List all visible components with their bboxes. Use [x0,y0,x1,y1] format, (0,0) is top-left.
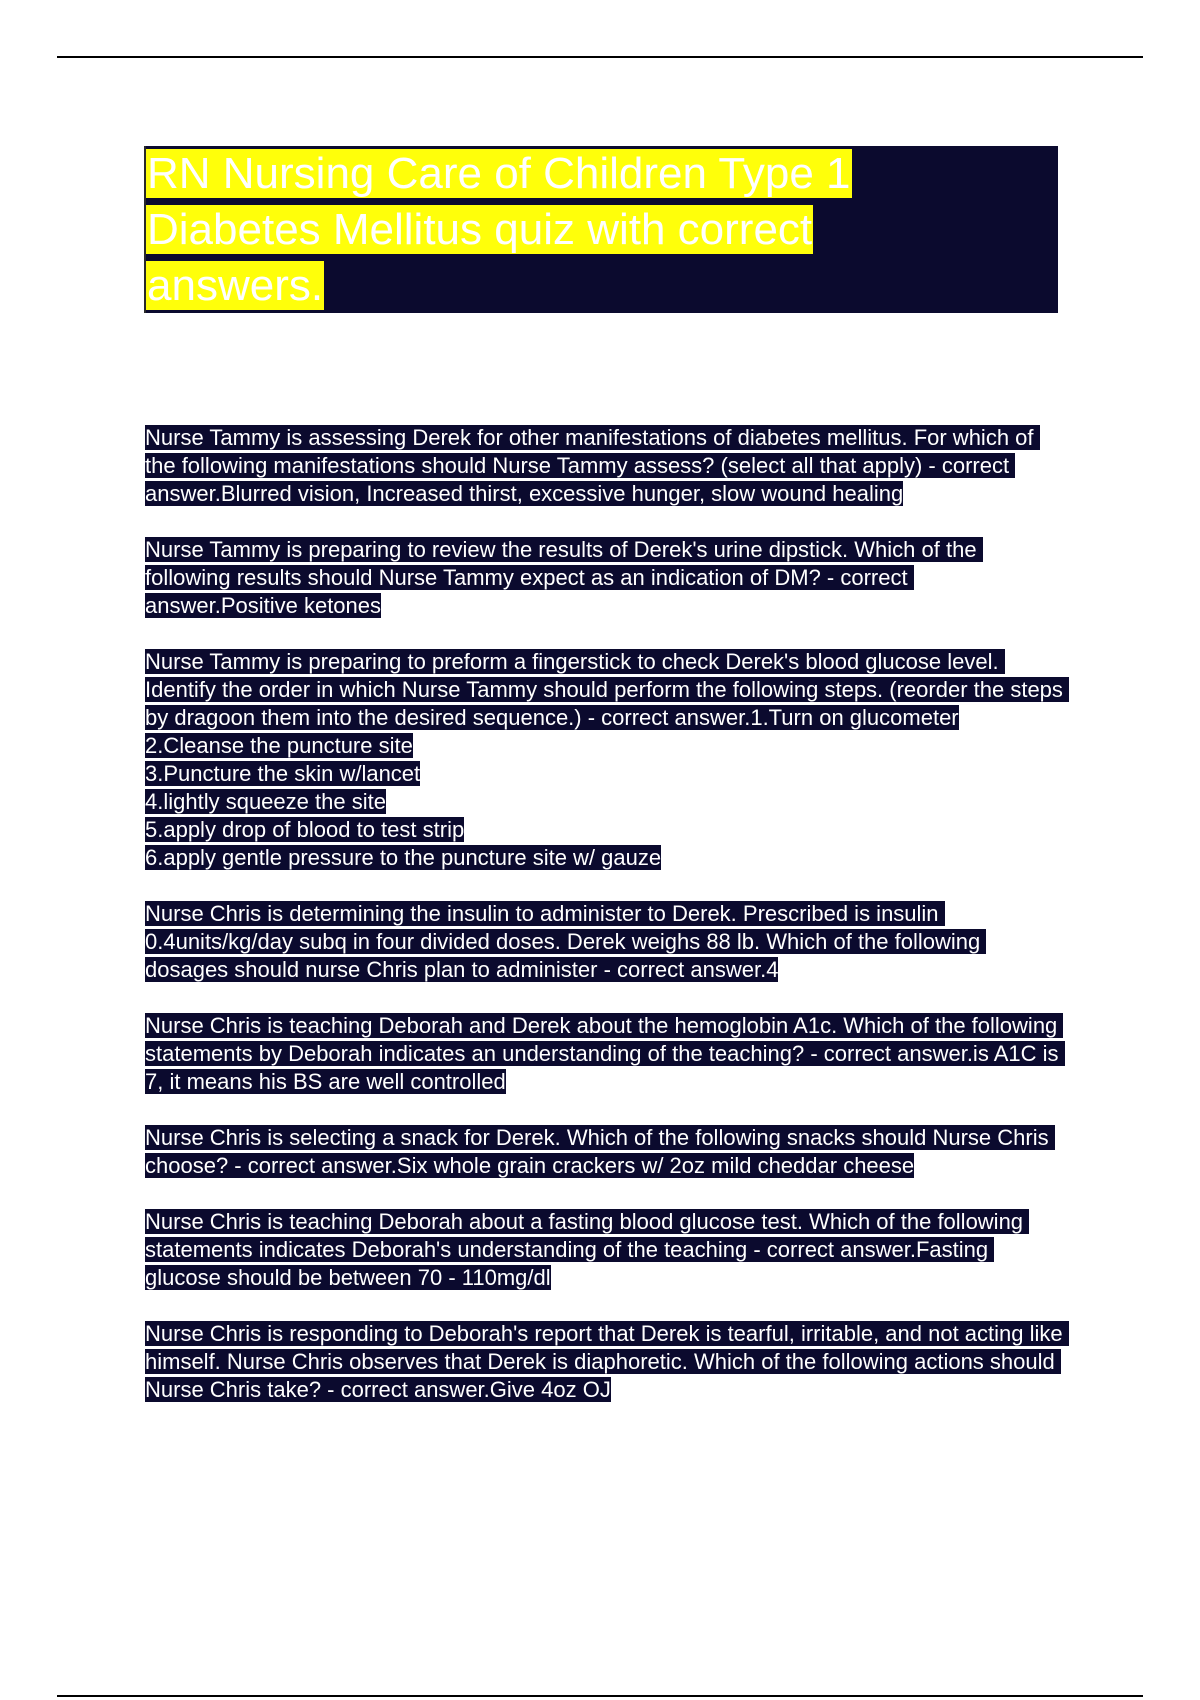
question-list [145,424,1069,1432]
question-item-8: Nurse Chris is responding to Deborah's report that Derek is tearful, irritable, and not acting like himself. Nurse Chris observes that Derek is diaphoretic. Which of the following actions should Nurse Chris take? - correct answer.Give 4oz OJ [145,1321,1069,1402]
question-item-4: Nurse Chris is determining the insulin to administer to Derek. Prescribed is insulin 0.4units/kg/day subq in four divided doses. Derek weighs 88 lb. Which of the following dosages should nurse Chris plan to administer - correct answer.4 [145,901,987,982]
question-item-2: Nurse Tammy is preparing to review the results of Derek's urine dipstick. Which of the following results should Nurse Tammy expect as an indication of DM? - correct answer.Positive ketones [145,537,983,618]
top-rule [57,56,1143,58]
question-item-3: Nurse Tammy is preparing to preform a fingerstick to check Derek's blood glucose level. Identify the order in which Nurse Tammy should perform the following steps. (reorder the steps by dragoon them into the desired sequence.) - correct answer.1.Turn on glucometer 2.Cleanse the puncture site 3.Puncture the skin w/lancet 4.lightly squeeze the site 5.apply drop of blood to test strip 6.apply gentle pressure to the puncture site w/ gauze [145,648,1065,872]
question-item-5: Nurse Chris is teaching Deborah and Derek about the hemoglobin A1c. Which of the following statements by Deborah indicates an understanding of the teaching? - correct answer.is A1C is 7, it means his BS are well controlled [145,1013,1065,1094]
title-block [144,146,1058,313]
bottom-rule [57,1695,1143,1697]
question-item-1: Nurse Tammy is assessing Derek for other manifestations of diabetes mellitus. For which of the following manifestations should Nurse Tammy assess? (select all that apply) - correct answer.Blurred vision, Increased thirst, excessive hunger, slow wound healing [145,425,1040,506]
question-item-7: Nurse Chris is teaching Deborah about a fasting blood glucose test. Which of the following statements indicates Deborah's understanding of the teaching - correct answer.Fasting glucose should be between 70 - 110mg/dl [145,1209,1030,1290]
question-item-6: Nurse Chris is selecting a snack for Derek. Which of the following snacks should Nurse Chris choose? - correct answer.Six whole grain crackers w/ 2oz mild cheddar cheese [145,1125,1055,1178]
document-title: RN Nursing Care of Children Type 1 Diabetes Mellitus quiz with correct answers. [147,149,851,310]
